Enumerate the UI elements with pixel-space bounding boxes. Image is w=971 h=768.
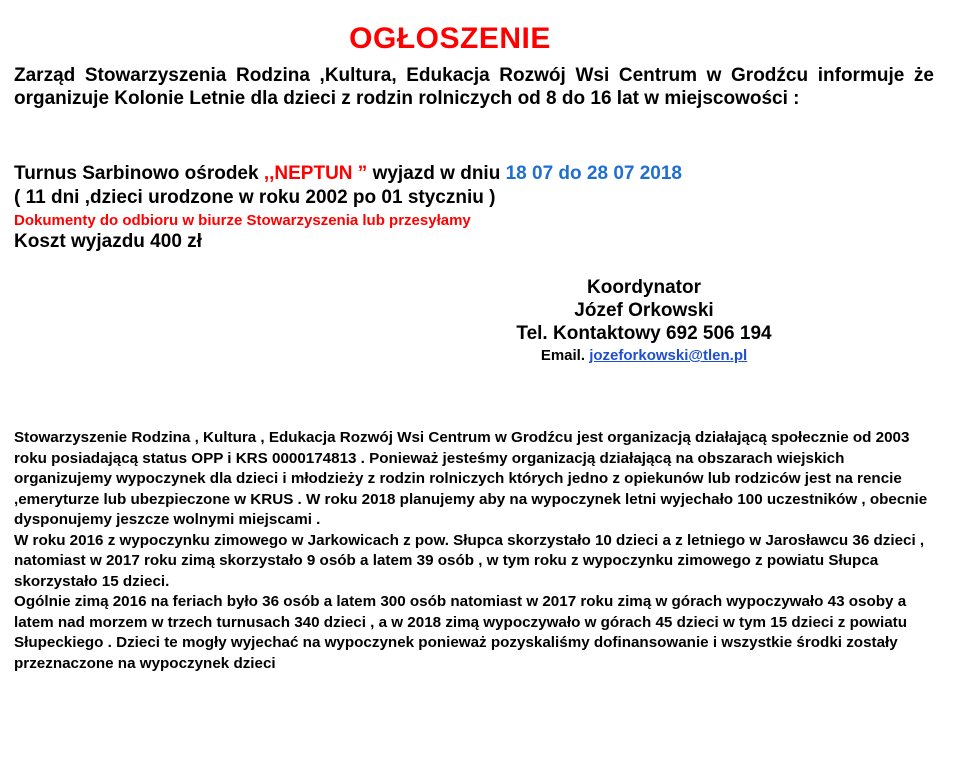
coordinator-name: Józef Orkowski bbox=[574, 300, 714, 321]
page-title: OGŁOSZENIE bbox=[349, 22, 551, 55]
paragraph-2016-2017: W roku 2016 z wypoczynku zimowego w Jarkowicach z pow. Słupca skorzystało 10 dzieci a z letniego w Jarosławcu 36 dzieci , natomiast w 2017 roku zimą skorzystało 9 osób a latem 39 osób , w tym roku z wypoczynku zimowego z powiatu Słupca skorzystało 15 dzieci. bbox=[14, 531, 925, 590]
turnus-details: ( 11 dni ,dzieci urodzone w roku 2002 po 01 styczniu ) bbox=[14, 187, 496, 208]
description-text bbox=[14, 428, 944, 674]
trip-dates: 18 07 do 28 07 2018 bbox=[505, 163, 683, 184]
coordinator-phone: Tel. Kontaktowy 692 506 194 bbox=[516, 323, 772, 344]
turnus-middle: wyjazd w dniu bbox=[367, 163, 506, 184]
turnus-line bbox=[14, 162, 682, 186]
coordinator-email-line bbox=[488, 345, 800, 367]
paragraph-about: Stowarzyszenie Rodzina , Kultura , Edukacja Rozwój Wsi Centrum w Grodźcu jest organizacją działającą społecznie od 2003 roku posiadającą status OPP i KRS 0000174813 . Ponieważ jesteśmy organizacją działającą na obszarach wiejskich organizujemy wypoczynek dla dzieci i młodzieży z rodzin rolniczych których jedno z opiekunów lub rodziców jest na rencie ,emeryturze lub ubezpieczone w KRUS . W roku 2018 planujemy aby na wypoczynek letni wyjechało 100 uczestników , obecnie dysponujemy jeszcze wolnymi miejscami . bbox=[14, 429, 928, 528]
turnus-prefix: Turnus Sarbinowo ośrodek bbox=[14, 163, 264, 184]
intro-paragraph: Zarząd Stowarzyszenia Rodzina ,Kultura, Edukacja Rozwój Wsi Centrum w Grodźcu informuje że organizuje Kolonie Letnie dla dzieci z rodzin rolniczych od 8 do 16 lat w miejscowości : bbox=[14, 65, 934, 109]
turnus-block bbox=[14, 162, 682, 210]
coordinator-role: Koordynator bbox=[587, 277, 701, 298]
email-label: Email. bbox=[540, 347, 590, 364]
trip-cost: Koszt wyjazdu 400 zł bbox=[14, 231, 202, 252]
email-link[interactable]: jozeforkowski@tlen.pl bbox=[589, 347, 748, 364]
paragraph-summary: Ogólnie zimą 2016 na feriach było 36 osób a latem 300 osób natomiast w 2017 roku zimą w górach wypoczywało 43 osoby a latem nad morzem w trzech turnusach 340 dzieci , a w 2018 zimą wypoczywało w górach 45 dzieci w tym 15 dzieci z powiatu Słupeckiego . Dzieci te mogły wyjechać na wypoczynek ponieważ pozyskaliśmy dofinansowanie i wszystkie środki zostały przeznaczone na wypoczynek dzieci bbox=[14, 593, 907, 672]
coordinator-block bbox=[488, 276, 800, 367]
resort-name: ,,NEPTUN ” bbox=[263, 163, 368, 184]
documents-note: Dokumenty do odbioru w biurze Stowarzyszenia lub przesyłamy bbox=[14, 212, 471, 229]
